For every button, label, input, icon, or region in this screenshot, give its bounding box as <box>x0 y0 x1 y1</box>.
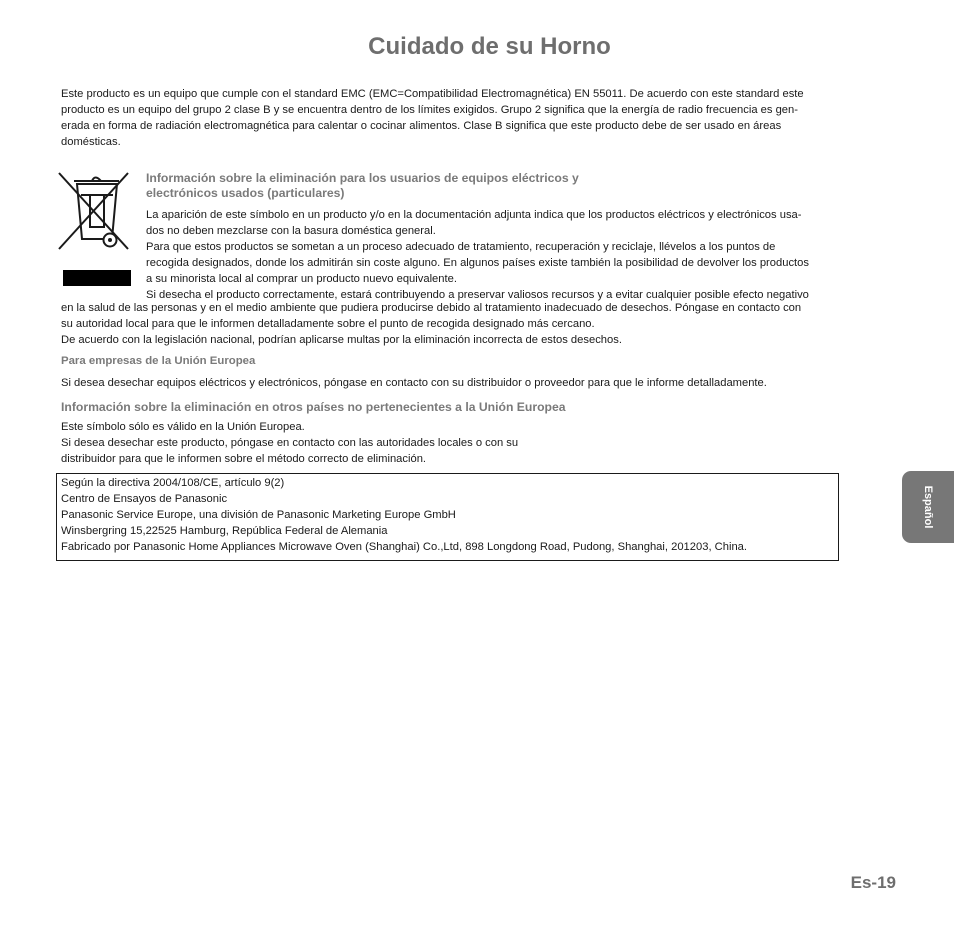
text-line: De acuerdo con la legislación nacional, podrían aplicarse multas por la eliminación incorrecta de estos desechos. <box>61 334 622 346</box>
text-line: Si desecha el producto correctamente, estará contribuyendo a preservar valiosos recursos y a evitar cualquier posible efecto negativo <box>146 289 809 301</box>
text-line: Este símbolo sólo es válido en la Unión Europea. <box>61 421 305 433</box>
text-line: a su minorista local al comprar un producto nuevo equivalente. <box>146 273 457 285</box>
language-tab <box>902 471 954 543</box>
text-line: Si desea desechar este producto, póngase en contacto con las autoridades locales o con su <box>61 437 519 449</box>
non-eu-body <box>61 419 518 467</box>
text-line: La aparición de este símbolo en un producto y/o en la documentación adjunta indica que los productos eléctricos y electrónicos usa- <box>146 209 802 221</box>
page-number: Es-19 <box>850 873 896 892</box>
eu-business-heading: Para empresas de la Unión Europea <box>61 355 256 367</box>
text-line: domésticas. <box>61 136 121 148</box>
text-line: en la salud de las personas y en el medio ambiente que pudiera producirse debido al tratamiento inadecuado de desechos. Póngase en contacto con <box>61 302 802 314</box>
heading-line: Información sobre la eliminación para los usuarios de equipos eléctricos y <box>146 171 579 185</box>
text-line: producto es un equipo del grupo 2 clase B y se encuentra dentro de los límites exigidos. Grupo 2 significa que la energía de radio frecuencia es gen- <box>61 104 798 116</box>
heading-line: electrónicos usados (particulares) <box>146 185 345 200</box>
heading-line: Información sobre la eliminación en otros países no pertenecientes a la Unión Europea <box>61 400 566 414</box>
text-line: Panasonic Service Europe, una división de Panasonic Marketing Europe GmbH <box>61 509 456 521</box>
text-line: erada en forma de radiación electromagnética para calentar o cocinar alimentos. Clase B significa que este producto debe de ser usado en áreas <box>61 120 782 132</box>
text-line: su autoridad local para que le informen detalladamente sobre el punto de recogida designado más cercano. <box>61 318 595 330</box>
page-title: Cuidado de su Horno <box>368 33 611 60</box>
language-tab-label: Español <box>922 485 934 529</box>
disposal-body-full <box>61 300 801 348</box>
text-line: distribuidor para que le informen sobre el método correcto de eliminación. <box>61 453 427 465</box>
text-line: recogida designados, donde los admitirán sin coste alguno. En algunos países existe también la posibilidad de devolver los productos <box>146 257 809 269</box>
text-line: Winsbergring 15,22525 Hamburg, República Federal de Alemania <box>61 525 388 537</box>
text-line: Para que estos productos se sometan a un proceso adecuado de tratamiento, recuperación y reciclaje, llévelos a los puntos de <box>146 241 776 253</box>
text-line: Centro de Ensayos de Panasonic <box>61 493 228 505</box>
text-line: Fabricado por Panasonic Home Appliances Microwave Oven (Shanghai) Co.,Ltd, 898 Longdong Road, Pudong, Shanghai, 201203, China. <box>61 541 747 553</box>
disposal-body-indented <box>146 207 809 303</box>
text-line: dos no deben mezclarse con la basura doméstica general. <box>146 225 436 237</box>
eu-business-body <box>61 375 767 391</box>
text-line: Según la directiva 2004/108/CE, artículo 9(2) <box>61 477 285 489</box>
directive-text <box>61 475 747 555</box>
crossed-out-wheelie-bin-icon <box>58 171 132 289</box>
non-eu-heading <box>61 400 566 415</box>
emc-paragraph <box>61 86 804 150</box>
disposal-heading <box>146 171 579 200</box>
directive-box <box>56 473 839 561</box>
text-line: Si desea desechar equipos eléctricos y electrónicos, póngase en contacto con su distribuidor o proveedor para que le informe detalladamente. <box>61 377 767 389</box>
text-line: Este producto es un equipo que cumple con el standard EMC (EMC=Compatibilidad Electromagnética) EN 55011. De acuerdo con este standard este <box>61 88 804 100</box>
